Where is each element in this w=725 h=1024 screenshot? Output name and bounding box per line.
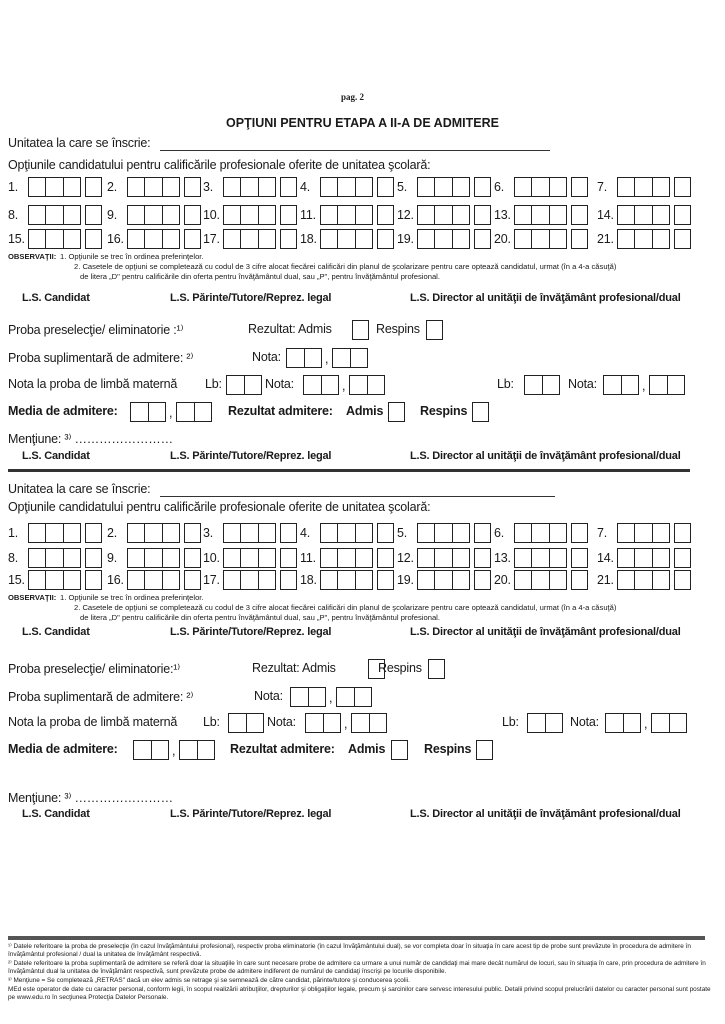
option-type-box[interactable] bbox=[280, 177, 297, 197]
option-number: 11. bbox=[300, 208, 316, 222]
option-number: 21. bbox=[597, 232, 614, 246]
limba-1-nota-dec-boxes[interactable] bbox=[351, 713, 387, 733]
option-type-box[interactable] bbox=[280, 205, 297, 225]
option-code-boxes[interactable] bbox=[514, 523, 567, 543]
proba-preselectie-label: Proba preselecţie/ eliminatorie:¹⁾ bbox=[8, 662, 181, 676]
page-number: pag. 2 bbox=[341, 92, 365, 102]
option-code-boxes[interactable] bbox=[617, 229, 670, 249]
option-code-boxes[interactable] bbox=[127, 205, 180, 225]
option-code-boxes[interactable] bbox=[514, 205, 567, 225]
option-code-boxes[interactable] bbox=[127, 548, 180, 568]
limba-2-nota-int-boxes[interactable] bbox=[605, 713, 641, 733]
media-dec-boxes[interactable] bbox=[179, 740, 215, 760]
media-int-boxes[interactable] bbox=[133, 740, 169, 760]
nota-suplimentara-int-boxes[interactable] bbox=[286, 348, 322, 368]
option-type-box[interactable] bbox=[474, 229, 491, 249]
option-number: 5. bbox=[397, 180, 408, 194]
option-type-box[interactable] bbox=[184, 570, 201, 590]
option-type-box[interactable] bbox=[571, 177, 588, 197]
comma: , bbox=[325, 352, 329, 366]
option-code-boxes[interactable] bbox=[223, 177, 276, 197]
limba-1-code-boxes[interactable] bbox=[226, 375, 262, 395]
media-label: Media de admitere: bbox=[8, 404, 118, 418]
footnote-1: ¹⁾ Datele referitoare la proba de preselecţie (în cazul învăţământului profesional), respectiv proba eliminatorie (în cazul învăţământului dual), se vor completa doar în situaţia în care acest tip de probe sunt prevăzute în procedura de admitere în învăţământul profesional / dual la unitatea de învăţământ respectivă. bbox=[8, 943, 691, 959]
unit-label: Unitatea la care se înscrie: bbox=[8, 136, 151, 150]
option-type-box[interactable] bbox=[571, 570, 588, 590]
nota-suplimentara-dec-boxes[interactable] bbox=[332, 348, 368, 368]
mentiune-label: Menţiune: ³⁾ …………………… bbox=[8, 432, 173, 446]
rezultat-label: Rezultat: bbox=[248, 322, 296, 336]
option-number: 20. bbox=[494, 573, 511, 587]
options-label: Opţiunile candidatului pentru calificările profesionale oferite de unitatea şcolară: bbox=[8, 158, 431, 172]
option-code-boxes[interactable] bbox=[28, 205, 81, 225]
ls-director-2: L.S. Director al unităţii de învăţământ profesional/dual bbox=[410, 450, 681, 462]
preselectie-respins-checkbox[interactable] bbox=[426, 320, 443, 340]
footnote-divider bbox=[8, 936, 705, 940]
option-type-box[interactable] bbox=[85, 570, 102, 590]
option-type-box[interactable] bbox=[674, 177, 691, 197]
option-type-box[interactable] bbox=[377, 177, 394, 197]
option-code-boxes[interactable] bbox=[417, 205, 470, 225]
option-type-box[interactable] bbox=[85, 548, 102, 568]
option-code-boxes[interactable] bbox=[617, 570, 670, 590]
option-type-box[interactable] bbox=[377, 523, 394, 543]
option-number: 8. bbox=[8, 551, 19, 565]
option-code-boxes[interactable] bbox=[514, 570, 567, 590]
limba-2-code-boxes[interactable] bbox=[527, 713, 563, 733]
option-type-box[interactable] bbox=[377, 229, 394, 249]
nota-label: Nota: bbox=[265, 377, 294, 391]
limba-2-nota-dec-boxes[interactable] bbox=[649, 375, 685, 395]
observatii-1: 1. Opţiunile se trec în ordinea preferinţelor. bbox=[60, 593, 204, 602]
option-code-boxes[interactable] bbox=[28, 177, 81, 197]
admitere-admis-checkbox[interactable] bbox=[388, 402, 405, 422]
footnote-2: ²⁾ Datele referitoare la proba suplimentară de admitere se referă doar la situaţiile în care sunt necesare probe de admitere ca urmare a unui număr de candidaţi mai mare decât numărul de locuri, sau în situaţia în care, prin procedura de admitere în învăţământul dual la unitatea de învăţământ respectivă, sunt prevăzute probe de admitere indiferent de numărul de candidaţi înscrişi pe locurile disponibile. bbox=[8, 960, 706, 976]
option-code-boxes[interactable] bbox=[514, 177, 567, 197]
ls-director-2: L.S. Director al unităţii de învăţământ profesional/dual bbox=[410, 808, 681, 820]
limba-2-nota-int-boxes[interactable] bbox=[603, 375, 639, 395]
option-type-box[interactable] bbox=[674, 570, 691, 590]
observatii-2-cont: de litera „D" pentru calificările din oferta pentru învăţământul dual, sau „P", pentru învăţământul profesional. bbox=[80, 613, 440, 622]
option-number: 9. bbox=[107, 551, 118, 565]
option-type-box[interactable] bbox=[474, 523, 491, 543]
option-number: 12. bbox=[397, 208, 414, 222]
observatii-title: OBSERVAŢII: bbox=[8, 252, 57, 261]
respins-label: Respins bbox=[378, 661, 422, 675]
option-code-boxes[interactable] bbox=[223, 570, 276, 590]
option-number: 11. bbox=[300, 551, 316, 565]
option-number: 1. bbox=[8, 526, 19, 540]
option-type-box[interactable] bbox=[474, 570, 491, 590]
option-number: 2. bbox=[107, 526, 118, 540]
option-number: 4. bbox=[300, 526, 311, 540]
admitere-respins-checkbox[interactable] bbox=[472, 402, 489, 422]
limba-1-nota-dec-boxes[interactable] bbox=[349, 375, 385, 395]
admis-label: Admis bbox=[298, 322, 332, 336]
ls-parinte-2: L.S. Părinte/Tutore/Reprez. legal bbox=[170, 450, 332, 462]
option-code-boxes[interactable] bbox=[223, 229, 276, 249]
option-code-boxes[interactable] bbox=[617, 177, 670, 197]
proba-suplimentara-label: Proba suplimentară de admitere: ²⁾ bbox=[8, 351, 194, 365]
option-type-box[interactable] bbox=[184, 229, 201, 249]
option-code-boxes[interactable] bbox=[617, 548, 670, 568]
option-type-box[interactable] bbox=[85, 205, 102, 225]
page-title: OPŢIUNI PENTRU ETAPA A II-A DE ADMITERE bbox=[226, 116, 499, 130]
proba-preselectie-label: Proba preselecţie/ eliminatorie :¹⁾ bbox=[8, 323, 184, 337]
limba-1-nota-int-boxes[interactable] bbox=[303, 375, 339, 395]
option-number: 10. bbox=[203, 208, 220, 222]
option-type-box[interactable] bbox=[280, 229, 297, 249]
mentiune-label: Menţiune: ³⁾ …………………… bbox=[8, 791, 173, 805]
option-type-box[interactable] bbox=[571, 205, 588, 225]
admis-label: Admis bbox=[346, 404, 384, 418]
option-type-box[interactable] bbox=[85, 177, 102, 197]
nota-label: Nota: bbox=[252, 350, 281, 364]
option-number: 18. bbox=[300, 232, 317, 246]
option-type-box[interactable] bbox=[674, 205, 691, 225]
option-number: 16. bbox=[107, 573, 124, 587]
options-label: Opţiunile candidatului pentru calificările profesionale oferite de unitatea şcolară: bbox=[8, 500, 431, 514]
section-divider bbox=[8, 469, 690, 472]
limba-1-code-boxes[interactable] bbox=[228, 713, 264, 733]
respins-label: Respins bbox=[424, 742, 472, 756]
option-code-boxes[interactable] bbox=[320, 570, 373, 590]
option-code-boxes[interactable] bbox=[320, 523, 373, 543]
nota-label: Nota: bbox=[267, 715, 296, 729]
comma: , bbox=[342, 379, 346, 393]
option-code-boxes[interactable] bbox=[28, 523, 81, 543]
option-number: 14. bbox=[597, 208, 614, 222]
lb-label: Lb: bbox=[502, 715, 519, 729]
unit-input-line[interactable] bbox=[160, 150, 550, 151]
observatii-2: 2. Casetele de opţiuni se completează cu codul de 3 cifre alocat fiecărei calificări din planul de şcolarizare pentru care optează candidatul, urmat (în a 4-a căsuţă) bbox=[74, 262, 617, 271]
option-type-box[interactable] bbox=[85, 229, 102, 249]
option-code-boxes[interactable] bbox=[28, 570, 81, 590]
comma: , bbox=[329, 691, 333, 705]
option-type-box[interactable] bbox=[280, 523, 297, 543]
comma: , bbox=[642, 379, 646, 393]
option-type-box[interactable] bbox=[377, 205, 394, 225]
option-number: 7. bbox=[597, 526, 608, 540]
lb-label: Lb: bbox=[205, 377, 222, 391]
option-number: 10. bbox=[203, 551, 220, 565]
proba-suplimentara-label: Proba suplimentară de admitere: ²⁾ bbox=[8, 690, 194, 704]
option-number: 12. bbox=[397, 551, 414, 565]
admis-label: Admis bbox=[302, 661, 336, 675]
observatii-2: 2. Casetele de opţiuni se completează cu codul de 3 cifre alocat fiecărei calificări din planul de şcolarizare pentru care optează candidatul, urmat (în a 4-a căsuţă) bbox=[74, 603, 617, 612]
media-label: Media de admitere: bbox=[8, 742, 118, 756]
option-code-boxes[interactable] bbox=[417, 570, 470, 590]
option-type-box[interactable] bbox=[280, 548, 297, 568]
limba-2-code-boxes[interactable] bbox=[524, 375, 560, 395]
option-number: 4. bbox=[300, 180, 311, 194]
media-dec-boxes[interactable] bbox=[176, 402, 212, 422]
option-number: 17. bbox=[203, 573, 220, 587]
option-code-boxes[interactable] bbox=[127, 229, 180, 249]
option-code-boxes[interactable] bbox=[127, 523, 180, 543]
comma: , bbox=[169, 406, 173, 420]
option-code-boxes[interactable] bbox=[223, 548, 276, 568]
option-number: 20. bbox=[494, 232, 511, 246]
nota-label: Nota: bbox=[254, 689, 283, 703]
ls-candidat-2: L.S. Candidat bbox=[22, 450, 90, 462]
rezultat-admitere-label: Rezultat admitere: bbox=[228, 404, 333, 418]
lb-label: Lb: bbox=[497, 377, 514, 391]
option-code-boxes[interactable] bbox=[617, 523, 670, 543]
option-number: 6. bbox=[494, 526, 505, 540]
ls-director: L.S. Director al unităţii de învăţământ profesional/dual bbox=[410, 626, 681, 638]
rezultat-admitere-label: Rezultat admitere: bbox=[230, 742, 335, 756]
option-code-boxes[interactable] bbox=[514, 229, 567, 249]
ls-candidat-2: L.S. Candidat bbox=[22, 808, 90, 820]
option-number: 18. bbox=[300, 573, 317, 587]
option-code-boxes[interactable] bbox=[28, 229, 81, 249]
rezultat-label: Rezultat: bbox=[252, 661, 300, 675]
option-code-boxes[interactable] bbox=[417, 177, 470, 197]
observatii-2-cont: de litera „D" pentru calificările din oferta pentru învăţământul dual, sau „P", pentru învăţământul profesional. bbox=[80, 272, 440, 281]
option-type-box[interactable] bbox=[674, 229, 691, 249]
option-number: 6. bbox=[494, 180, 505, 194]
admis-label: Admis bbox=[348, 742, 386, 756]
option-type-box[interactable] bbox=[85, 523, 102, 543]
option-type-box[interactable] bbox=[377, 570, 394, 590]
nota-limba-label: Nota la proba de limbă maternă bbox=[8, 377, 178, 391]
option-number: 3. bbox=[203, 180, 214, 194]
ls-candidat: L.S. Candidat bbox=[22, 626, 90, 638]
unit-label: Unitatea la care se înscrie: bbox=[8, 482, 151, 496]
option-code-boxes[interactable] bbox=[320, 229, 373, 249]
option-number: 3. bbox=[203, 526, 214, 540]
nota-label: Nota: bbox=[568, 377, 597, 391]
option-number: 19. bbox=[397, 232, 414, 246]
option-type-box[interactable] bbox=[474, 177, 491, 197]
limba-1-nota-int-boxes[interactable] bbox=[305, 713, 341, 733]
option-number: 9. bbox=[107, 208, 118, 222]
option-number: 5. bbox=[397, 526, 408, 540]
ls-parinte-2: L.S. Părinte/Tutore/Reprez. legal bbox=[170, 808, 332, 820]
option-type-box[interactable] bbox=[474, 205, 491, 225]
option-number: 13. bbox=[494, 208, 511, 222]
preselectie-respins-checkbox[interactable] bbox=[428, 659, 445, 679]
admitere-admis-checkbox[interactable] bbox=[391, 740, 408, 760]
respins-label: Respins bbox=[420, 404, 468, 418]
nota-suplimentara-int-boxes[interactable] bbox=[290, 687, 326, 707]
option-code-boxes[interactable] bbox=[223, 523, 276, 543]
option-number: 7. bbox=[597, 180, 608, 194]
option-code-boxes[interactable] bbox=[28, 548, 81, 568]
option-type-box[interactable] bbox=[377, 548, 394, 568]
ls-director: L.S. Director al unităţii de învăţământ profesional/dual bbox=[410, 292, 681, 304]
ls-parinte: L.S. Părinte/Tutore/Reprez. legal bbox=[170, 292, 332, 304]
option-number: 14. bbox=[597, 551, 614, 565]
option-type-box[interactable] bbox=[571, 523, 588, 543]
option-type-box[interactable] bbox=[571, 548, 588, 568]
observatii-1: 1. Opţiunile se trec în ordinea preferinţelor. bbox=[60, 252, 204, 261]
option-code-boxes[interactable] bbox=[320, 548, 373, 568]
limba-2-nota-dec-boxes[interactable] bbox=[651, 713, 687, 733]
gdpr-note: MEd este operator de date cu caracter personal, conform legii, în scopul realizării atribuţiilor, drepturilor şi obligaţiilor legale, precum şi sarcinilor care servesc interesului public. Detalii privind scopul prelucrării datelor cu caracter personal sunt postate pe www.edu.ro în secţiunea Protecţia Datelor Personale. bbox=[8, 986, 711, 1002]
unit-input-line[interactable] bbox=[160, 496, 555, 497]
option-type-box[interactable] bbox=[184, 548, 201, 568]
nota-limba-label: Nota la proba de limbă maternă bbox=[8, 715, 178, 729]
option-type-box[interactable] bbox=[571, 229, 588, 249]
option-code-boxes[interactable] bbox=[417, 229, 470, 249]
option-code-boxes[interactable] bbox=[320, 205, 373, 225]
option-number: 19. bbox=[397, 573, 414, 587]
respins-label: Respins bbox=[376, 322, 420, 336]
observatii-title: OBSERVAŢII: bbox=[8, 593, 57, 602]
option-code-boxes[interactable] bbox=[320, 177, 373, 197]
option-type-box[interactable] bbox=[474, 548, 491, 568]
admitere-respins-checkbox[interactable] bbox=[476, 740, 493, 760]
preselectie-admis-checkbox[interactable] bbox=[352, 320, 369, 340]
option-number: 13. bbox=[494, 551, 511, 565]
option-number: 17. bbox=[203, 232, 220, 246]
nota-suplimentara-dec-boxes[interactable] bbox=[336, 687, 372, 707]
option-type-box[interactable] bbox=[280, 570, 297, 590]
lb-label: Lb: bbox=[203, 715, 220, 729]
comma: , bbox=[344, 717, 348, 731]
option-code-boxes[interactable] bbox=[127, 177, 180, 197]
option-type-box[interactable] bbox=[184, 523, 201, 543]
option-code-boxes[interactable] bbox=[223, 205, 276, 225]
option-type-box[interactable] bbox=[674, 548, 691, 568]
option-number: 15. bbox=[8, 573, 25, 587]
option-code-boxes[interactable] bbox=[127, 570, 180, 590]
option-number: 8. bbox=[8, 208, 19, 222]
option-code-boxes[interactable] bbox=[514, 548, 567, 568]
option-code-boxes[interactable] bbox=[417, 523, 470, 543]
option-number: 1. bbox=[8, 180, 19, 194]
comma: , bbox=[644, 717, 648, 731]
option-type-box[interactable] bbox=[184, 205, 201, 225]
option-number: 21. bbox=[597, 573, 614, 587]
media-int-boxes[interactable] bbox=[130, 402, 166, 422]
nota-label: Nota: bbox=[570, 715, 599, 729]
option-number: 16. bbox=[107, 232, 124, 246]
ls-candidat: L.S. Candidat bbox=[22, 292, 90, 304]
comma: , bbox=[172, 744, 176, 758]
option-type-box[interactable] bbox=[674, 523, 691, 543]
ls-parinte: L.S. Părinte/Tutore/Reprez. legal bbox=[170, 626, 332, 638]
option-number: 15. bbox=[8, 232, 25, 246]
option-number: 2. bbox=[107, 180, 118, 194]
option-code-boxes[interactable] bbox=[617, 205, 670, 225]
footnote-3: ³⁾ Menţiune = Se completează „RETRAS" dacă un elev admis se retrage şi se semnează de către candidat, părinte/tutore şi conducerea şcolii. bbox=[8, 977, 410, 984]
option-code-boxes[interactable] bbox=[417, 548, 470, 568]
option-type-box[interactable] bbox=[184, 177, 201, 197]
